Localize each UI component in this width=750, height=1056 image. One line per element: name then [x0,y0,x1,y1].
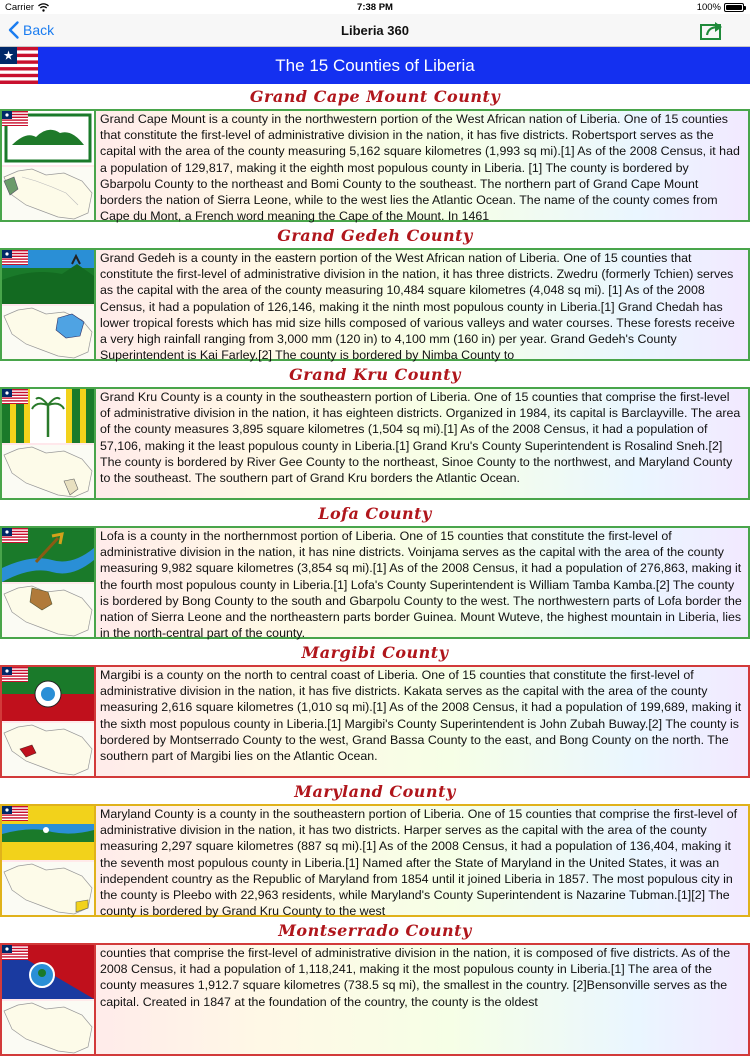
county-images [2,945,96,1054]
liberia-mini-flag-icon [2,806,28,821]
county-section-maryland[interactable] [0,779,750,917]
liberia-mini-flag-icon [2,111,28,126]
county-description: Maryland County is a county in the southeastern portion of Liberia. One of 15 counties that comprise the first-level of administrative division in the nation, it has two districts. Harper serves as the capital with the area of the county measuring 2,297 square kilometres (887 sq mi).[1] As of the 2008 Census, it had a population of 136,404, making it the seventh most populous county in Liberia.[1] Named after the State of Maryland in the United States, it was an independent country as the Republic of Maryland from 1854 until it joined Liberia in 1857. The most populous city in the county is Pleebo with 22,963 residents, while Maryland's County Superintendent is Nazarine Tubman.[1][2] The county is bordered by Grand Kru County to the west [100,807,738,919]
county-map-image [2,1001,94,1054]
county-description: Grand Gedeh is a county in the eastern portion of the West African nation of Liberia. One of 15 counties that constitute the first-level of administrative division in the nation, it has three districts. Zwedru (formerly Tchien) serves as the capital with the area of the county measuring 10,484 square kilometres (4,048 sq mi). [1] As of the 2008 Census, it had a population of 126,146, making it the ninth most populous county in Liberia.[1] Grand Chedah has lower tropical forests which has mid size hills composed of various valleys and water courses. These forests receive a very high rainfall ranging from 3,000 mm (120 in) to 4,100 mm (160 in) per year. Grand Gedeh's County Superintendent is Kai Farley.[2] The county is bordered by Nimba County to [100,251,735,363]
page-header [0,47,750,84]
county-description: Margibi is a county on the north to central coast of Liberia. One of 15 counties that constitute the first-level of administrative division in the nation, it has five districts. Kakata serves as the capital with the area of the county measuring 2,616 square kilometres (1,010 sq mi).[1] As of the 2008 Census, it had a population of 199,689, making it the sixth most populous county in Liberia.[1] Margibi's County Superintendent is John Zubah Buway.[2] The county is bordered by Montserrado County to the west, Grand Bassa County to the east, and Bong County on the north. The southern part of Margibi lies on the Atlantic Ocean. [100,668,742,764]
county-card[interactable] [0,665,750,778]
county-description: Grand Cape Mount is a county in the northwestern portion of the West African nation of Liberia. One of 15 counties that constitute the first-level of administrative division in the nation, it has five districts. Robertsport serves as the capital with the area of the county measuring 5,162 square kilometres (1,993 sq mi).[1] As of the 2008 Census, it had a population of 129,817, making it the eighth most populous county in Liberia. [1] The county is bordered by Gbarpolu County to the northeast and Bomi County to the southeast. The northern part of Grand Cape Mount borders the nation of Sierra Leone, while to the west lies the Atlantic Ocean. The name of the county comes from Cape du Mont, a French word meaning the Cape of the Mount. In 1461 [100,112,740,224]
county-card[interactable] [0,943,750,1056]
status-bar [0,0,750,14]
county-images [2,250,96,359]
county-card[interactable] [0,109,750,222]
county-images [2,111,96,220]
nav-title: Liberia 360 [341,23,409,38]
county-section-montserrado[interactable] [0,918,750,1056]
liberia-mini-flag-icon [2,945,28,960]
county-map-image [2,445,94,498]
back-button-label: Back [23,22,55,38]
county-title: Grand Gedeh County [277,226,473,245]
county-section-grand-kru[interactable] [0,362,750,500]
county-section-lofa[interactable] [0,501,750,639]
county-description: Grand Kru County is a county in the southeastern portion of Liberia. One of 15 counties that comprise the first-level of administrative division in the nation, it has eighteen districts. Organized in 1984, its capital is Barclayville. The area of the county measures 3,895 square kilometres (1,504 sq mi).[1] As of the 2008 Census, it had a population of 57,106, making it the least populous county in Liberia.[1] Grand Kru's County Superintendent is Rosalind Sneh.[2] The county is bordered by River Gee County to the northeast, Sinoe County to the northwest, and Maryland County to the southeast. The southern part of Grand Kru borders the Atlantic Ocean. [100,390,741,486]
liberia-mini-flag-icon [2,250,28,265]
county-map-image [2,306,94,359]
county-description: counties that comprise the first-level of administrative division in the nation, it is composed of five districts. As of the 2008 Census, it had a population of 1,118,241, making it the most populous county in Liberia.[1] The area of the county measures 1,912.7 square kilometres (738.5 sq mi), the smallest in the country. [2]Bensonville serves as the capital. Created in 1847 at the foundation of the country, the county is the oldest [100,946,731,1009]
battery-icon [724,3,744,12]
liberia-mini-flag-icon [2,528,28,543]
share-button[interactable] [700,20,724,45]
county-card[interactable] [0,387,750,500]
county-card[interactable] [0,248,750,361]
county-map-image [2,862,94,915]
county-list[interactable] [0,84,750,1009]
county-images [2,806,96,915]
page-title: The 15 Counties of Liberia [275,56,475,75]
share-icon [700,20,724,40]
county-section-margibi[interactable] [0,640,750,778]
county-section-grand-cape-mount[interactable] [0,84,750,222]
county-images [2,528,96,637]
county-title: Lofa County [318,504,432,523]
battery-indicator [697,2,744,13]
status-time: 7:38 PM [357,2,393,13]
county-description: Lofa is a county in the northernmost portion of Liberia. One of 15 counties that constitute the first-level of administrative division in the nation, it has nine districts. Voinjama serves as the capital with the area of the county measuring 9,982 square kilometres (3,854 sq mi).[1] As of the 2008 Census, it had a population of 276,863, making it the fourth most populous county in Liberia.[1] Lofa's County Superintendent is William Tamba Kamba.[2] The county is bordered by Bong County to the south and Gbarpolu County to the west. The northwestern parts of Lofa border the nation of Sierra Leone and the northeastern parts border Guinea. Mount Wuteve, the highest mountain in Liberia, lies in the north-central part of the county. [100,529,742,641]
liberia-mini-flag-icon [2,389,28,404]
navigation-bar [0,14,750,47]
county-images [2,389,96,498]
county-map-image [2,584,94,637]
liberia-mini-flag-icon [2,667,28,682]
battery-percent: 100% [696,2,721,13]
carrier-label: Carrier [5,2,35,13]
county-map-image [2,723,94,776]
county-card[interactable] [0,526,750,639]
county-title: Maryland County [294,782,456,801]
county-images [2,667,96,776]
county-section-grand-gedeh[interactable] [0,223,750,361]
county-title: Grand Kru County [289,365,461,384]
county-card[interactable] [0,804,750,917]
county-title: Montserrado County [278,921,472,940]
county-title: Grand Cape Mount County [249,87,501,106]
county-map-image [2,167,94,220]
county-title: Margibi County [301,643,449,662]
